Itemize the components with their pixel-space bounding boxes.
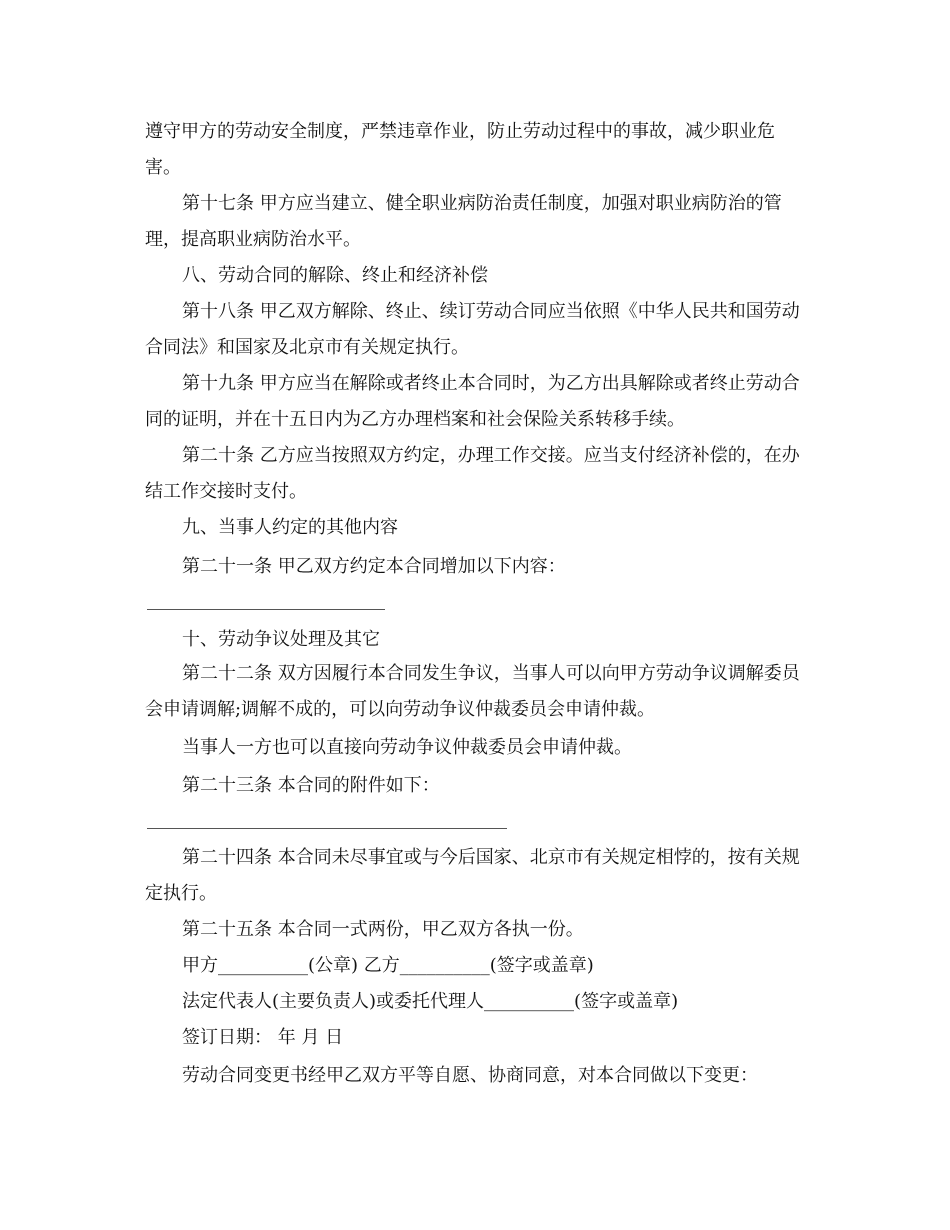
blank-line-article-21: [147, 609, 385, 610]
contract-amendment-intro: 劳动合同变更书经甲乙双方平等自愿、协商同意，对本合同做以下变更：: [182, 1065, 758, 1086]
signature-line-representative: 法定代表人(主要负责人)或委托代理人__________(签字或盖章): [182, 991, 679, 1012]
paragraph-arbitration: 当事人一方也可以直接向劳动争议仲裁委员会申请仲裁。: [182, 737, 632, 758]
article-17: 第十七条 甲方应当建立、健全职业病防治责任制度，加强对职业病防治的管理，提高职业病防治水平。: [145, 193, 782, 250]
blank-line-article-23: [147, 828, 507, 829]
article-21: 第二十一条 甲乙双方约定本合同增加以下内容：: [182, 556, 566, 577]
article-18: 第十八条 甲乙双方解除、终止、续订劳动合同应当依照《中华人民共和国劳动合同法》和国家及北京市有关规定执行。: [145, 301, 800, 358]
article-22: 第二十二条 双方因履行本合同发生争议，当事人可以向甲方劳动争议调解委员会申请调解;调解不成的，可以向劳动争议仲裁委员会申请仲裁。: [145, 663, 800, 720]
article-24: 第二十四条 本合同未尽事宜或与今后国家、北京市有关规定相悖的，按有关规定执行。: [145, 847, 800, 904]
paragraph-safety-continuation: 遵守甲方的劳动安全制度，严禁违章作业，防止劳动过程中的事故，减少职业危害。: [145, 121, 775, 178]
section-heading-9: 九、当事人约定的其他内容: [182, 517, 398, 538]
article-25: 第二十五条 本合同一式两份，甲乙双方各执一份。: [182, 919, 584, 940]
signature-line-parties: 甲方__________(公章) 乙方__________(签字或盖章): [182, 955, 594, 976]
article-23: 第二十三条 本合同的附件如下：: [182, 775, 440, 796]
signing-date: 签订日期： 年 月 日: [182, 1027, 344, 1048]
article-19: 第十九条 甲方应当在解除或者终止本合同时，为乙方出具解除或者终止劳动合同的证明，并在十五日内为乙方办理档案和社会保险关系转移手续。: [145, 373, 800, 430]
article-20: 第二十条 乙方应当按照双方约定，办理工作交接。应当支付经济补偿的，在办结工作交接时支付。: [145, 445, 800, 502]
section-heading-8: 八、劳动合同的解除、终止和经济补偿: [182, 265, 488, 286]
section-heading-10: 十、劳动争议处理及其它: [182, 629, 380, 650]
